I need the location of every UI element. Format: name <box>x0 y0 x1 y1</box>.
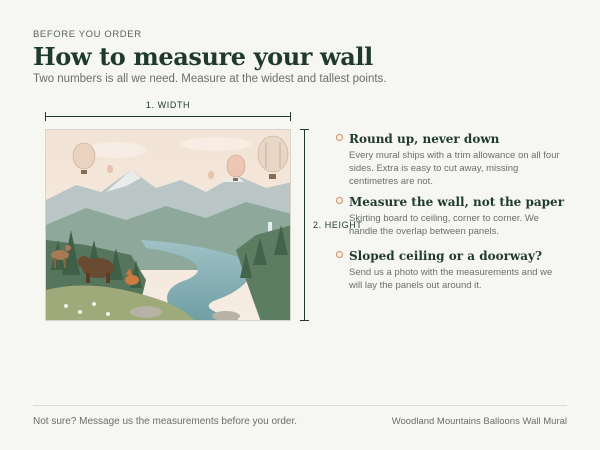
height-label: 2. HEIGHT <box>313 220 363 230</box>
width-label: 1. WIDTH <box>145 100 191 110</box>
mural-preview-image <box>45 129 291 321</box>
tip-title: Sloped ceiling or a doorway? <box>349 249 543 263</box>
mountain-lake-balloons-illustration <box>46 130 291 321</box>
tip-item <box>336 248 568 292</box>
width-dimension-line <box>45 116 291 117</box>
height-dimension-cap-bottom <box>300 320 309 321</box>
eyebrow-label: BEFORE YOU ORDER <box>33 29 142 40</box>
tip-item <box>336 194 568 238</box>
page-subtitle: Two numbers is all we need. Measure at the widest and tallest points. <box>33 73 387 85</box>
page-title: How to measure your wall <box>33 42 373 71</box>
footer-note: Not sure? Message us the measurements before you order. <box>33 416 298 427</box>
height-dimension-line <box>304 129 305 321</box>
height-dimension-cap-top <box>300 129 309 130</box>
tip-item <box>336 131 568 188</box>
bullet-icon <box>336 251 343 258</box>
width-dimension-cap-left <box>45 112 46 121</box>
tip-body: Skirting board to ceiling, corner to corner. We handle the overlap between panels. <box>349 213 539 237</box>
footer-divider <box>33 405 567 406</box>
tip-body: Every mural ships with a trim allowance on all four sides. Extra is easy to cut away, missing centimetres are not. <box>349 150 560 187</box>
bullet-icon <box>336 134 343 141</box>
tip-title: Round up, never down <box>349 132 500 146</box>
tip-body: Send us a photo with the measurements and we will lay the panels out around it. <box>349 267 553 291</box>
footer-product-name: Woodland Mountains Balloons Wall Mural <box>391 416 567 427</box>
tip-title: Measure the wall, not the paper <box>349 195 565 209</box>
width-dimension-cap-right <box>290 112 291 121</box>
bullet-icon <box>336 197 343 204</box>
